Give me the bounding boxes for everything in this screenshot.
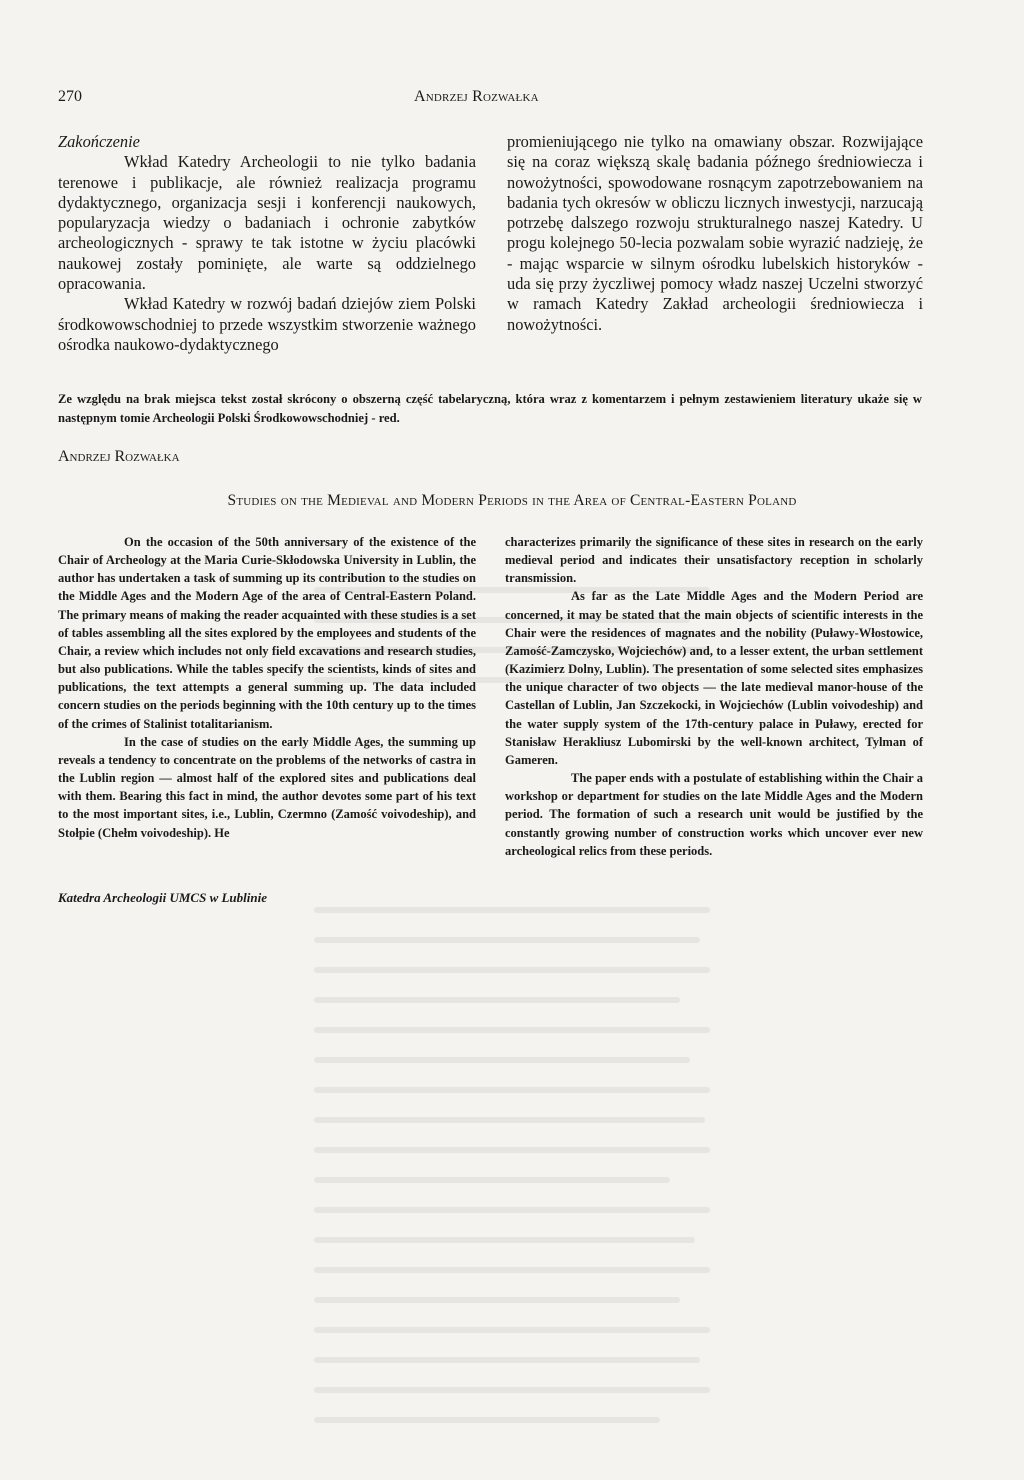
paragraph: In the case of studies on the early Middle Ages, the summing up reveals a tendency to concentrate on the problems of the networks of castra in the Lublin region — almost half of the explored sites and publications deal with them. Bearing this fact in mind, the author devotes some part of his text to the most important sites, i.e., Lublin, Czermno (Zamość voivodeship), and Stołpie (Chełm voivodeship). He <box>58 734 476 840</box>
polish-right-column <box>507 132 923 335</box>
paragraph: As far as the Late Middle Ages and the Modern Period are concerned, it may be stated that the main objects of scientific interests in the Chair were the residences of magnates and the nobility (Puławy-Włostowice, Zamość-Zamczysko, Wojciechów) and, to a lesser extent, the urban settlement (Kazimierz Dolny, Lublin). The presentation of some selected sites emphasizes the unique character of two objects — the late medieval manor-house of the Castellan of Lublin, Jan Szczekocki, in Wojciechów (Lublin voivodeship) and the water supply system of the 17th-century palace in Puławy, erected for Stanisław Herakliusz Lubomirski by the well-known architect, Tylman of Gameren. <box>505 589 923 767</box>
editorial-note: Ze względu na brak miejsca tekst został skrócony o obszerną część tabelaryczną, która wraz z komentarzem i pełnym zestawieniem literatury ukaże się w następnym tomie Archeologii Polski Środkowowschodniej - red. <box>58 392 922 425</box>
paragraph: characterizes primarily the significance of these sites in research on the early medieval period and indicates their unsatisfactory reception in scholarly transmission. <box>505 535 923 586</box>
paragraph: On the occasion of the 50th anniversary of the existence of the Chair of Archeology at the Maria Curie-Skłodowska University in Lublin, the author has undertaken a task of summing up its contribution to the studies on the Middle Ages and the Modern Age of the area of Central-Eastern Poland. The primary means of making the reader acquainted with these studies is a set of tables assembling all the sites explored by the employees and students of the Chair, a review which includes not only field excavations and research studies, but also publications. While the tables specify the scientists, kinds of sites and publications, the text attempts a general summing up. The data included concern studies on the periods beginning with the 10th century up to the times of the crimes of Stalinist totalitarianism. <box>58 535 476 731</box>
running-head: Andrzej Rozwałka <box>414 88 539 105</box>
summary-author: Andrzej Rozwałka <box>58 448 180 465</box>
affiliation: Katedra Archeologii UMCS w Lublinie <box>58 890 267 905</box>
summary-title: Studies on the Medieval and Modern Periods in the Area of Central-Eastern Poland <box>227 492 797 509</box>
summary-left-column <box>58 533 476 842</box>
polish-left-column <box>58 132 476 355</box>
page-number: 270 <box>58 88 82 105</box>
section-heading: Zakończenie <box>58 132 140 151</box>
paragraph: Wkład Katedry w rozwój badań dziejów ziem Polski środkowowschodniej to przede wszystkim stworzenie ważnego ośrodka naukowo-dydaktycznego <box>58 294 476 354</box>
paragraph: promieniującego nie tylko na omawiany obszar. Rozwijające się na coraz większą skalę badania późnego średniowiecza i nowożytności, spowodowane rosnącym zapotrzebowaniem na badania tych okresów w obliczu licznych inwestycji, narzucają potrzebę dalszego rozwoju strukturalnego naszej Katedry. U progu kolejnego 50-lecia pozwalam sobie wyrazić nadzieję, że - mając wsparcie w silnym ośrodku lubelskich historyków - uda się przy życzliwej pomocy władz naszej Uczelni stworzyć w ramach Katedry Zakład archeologii średniowiecza i nowożytności. <box>507 132 923 334</box>
paragraph: Wkład Katedry Archeologii to nie tylko badania terenowe i publikacje, ale również realizacja programu dydaktycznego, organizacja sesji i konferencji naukowych, popularyzacja wiedzy o badaniach i ochronie zabytków archeologicznych - sprawy te tak istotne w życiu placówki naukowej zostały pominięte, ale warte są oddzielnego opracowania. <box>58 152 476 294</box>
paragraph: The paper ends with a postulate of establishing within the Chair a workshop or department for studies on the late Middle Ages and the Modern period. The formation of such a research unit would be justified by the constantly growing number of construction works which uncover ever new archeological relics from these periods. <box>505 771 923 858</box>
summary-right-column <box>505 533 923 860</box>
